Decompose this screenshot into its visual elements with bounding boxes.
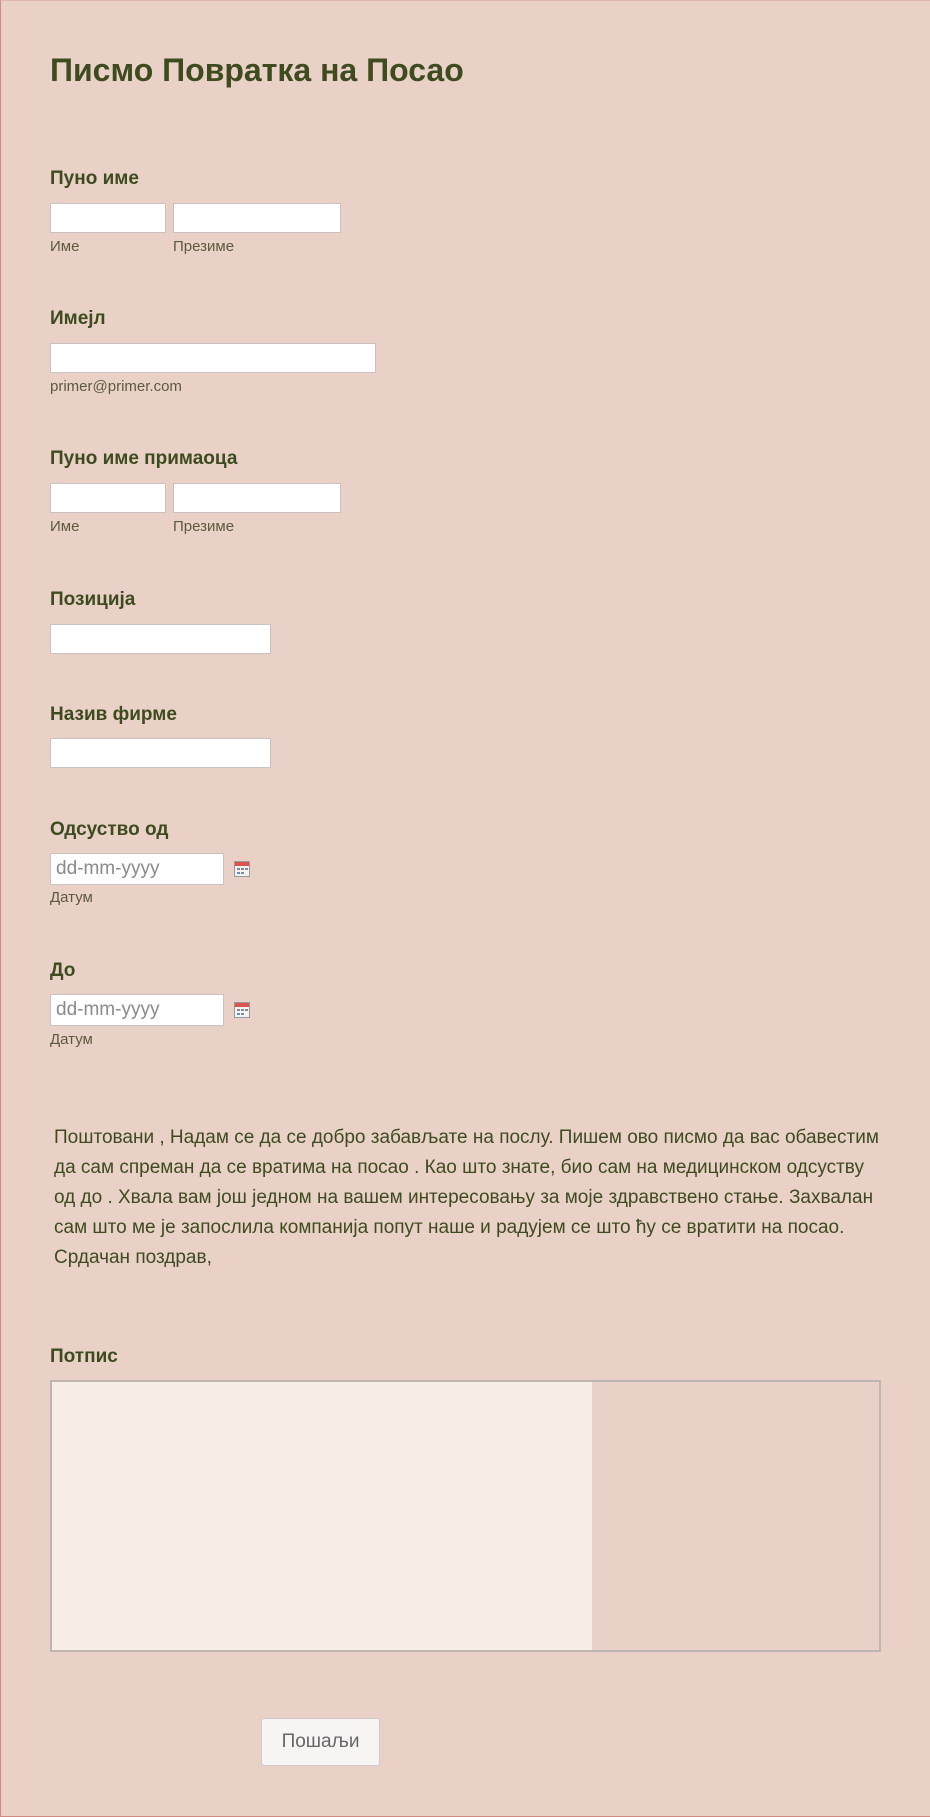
- signature-pad[interactable]: [52, 1382, 592, 1650]
- full-name-label: Пуно име: [50, 168, 139, 189]
- recipient-first-name-input[interactable]: [50, 483, 166, 513]
- letter-text: Поштовани , Надам се да се добро забављате на послу. Пишем ово писмо да вас обавестим да сам спреман да се вратима на посао . Као што знате, био сам на медицинском одсуству од до . Хвала вам још једном на вашем интересовању за моје здравствено стање. Захвалан сам што ме је запослила компанија попут наше и радујем се што ћу се вратити на посао. Срдачан поздрав,: [54, 1127, 879, 1268]
- company-input[interactable]: [50, 738, 271, 768]
- calendar-icon[interactable]: [234, 861, 250, 877]
- email-sublabel: primer@primer.com: [50, 378, 182, 395]
- position-label: Позиција: [50, 589, 136, 610]
- recipient-first-name-sublabel: Име: [50, 518, 80, 535]
- email-label: Имејл: [50, 308, 106, 329]
- calendar-icon[interactable]: [234, 1002, 250, 1018]
- absence-to-sublabel: Датум: [50, 1031, 93, 1048]
- email-field[interactable]: [50, 343, 376, 373]
- first-name-input[interactable]: [50, 203, 166, 233]
- first-name-sublabel: Име: [50, 238, 80, 255]
- page-title: Писмо Повратка на Посао: [50, 52, 464, 88]
- submit-button[interactable]: Пошаљи: [261, 1718, 380, 1766]
- company-label: Назив фирме: [50, 704, 177, 725]
- absence-to-label: До: [50, 960, 76, 981]
- last-name-sublabel: Презиме: [173, 238, 235, 255]
- signature-label: Потпис: [50, 1346, 118, 1367]
- absence-from-date-input[interactable]: [50, 853, 224, 885]
- last-name-input[interactable]: [173, 203, 341, 233]
- signature-box: [50, 1380, 881, 1652]
- absence-from-sublabel: Датум: [50, 889, 93, 906]
- absence-from-label: Одсуство од: [50, 819, 169, 840]
- position-input[interactable]: [50, 624, 271, 654]
- absence-to-date-input[interactable]: [50, 994, 224, 1026]
- recipient-name-label: Пуно име примаоца: [50, 448, 238, 469]
- recipient-last-name-input[interactable]: [173, 483, 341, 513]
- recipient-last-name-sublabel: Презиме: [173, 518, 235, 535]
